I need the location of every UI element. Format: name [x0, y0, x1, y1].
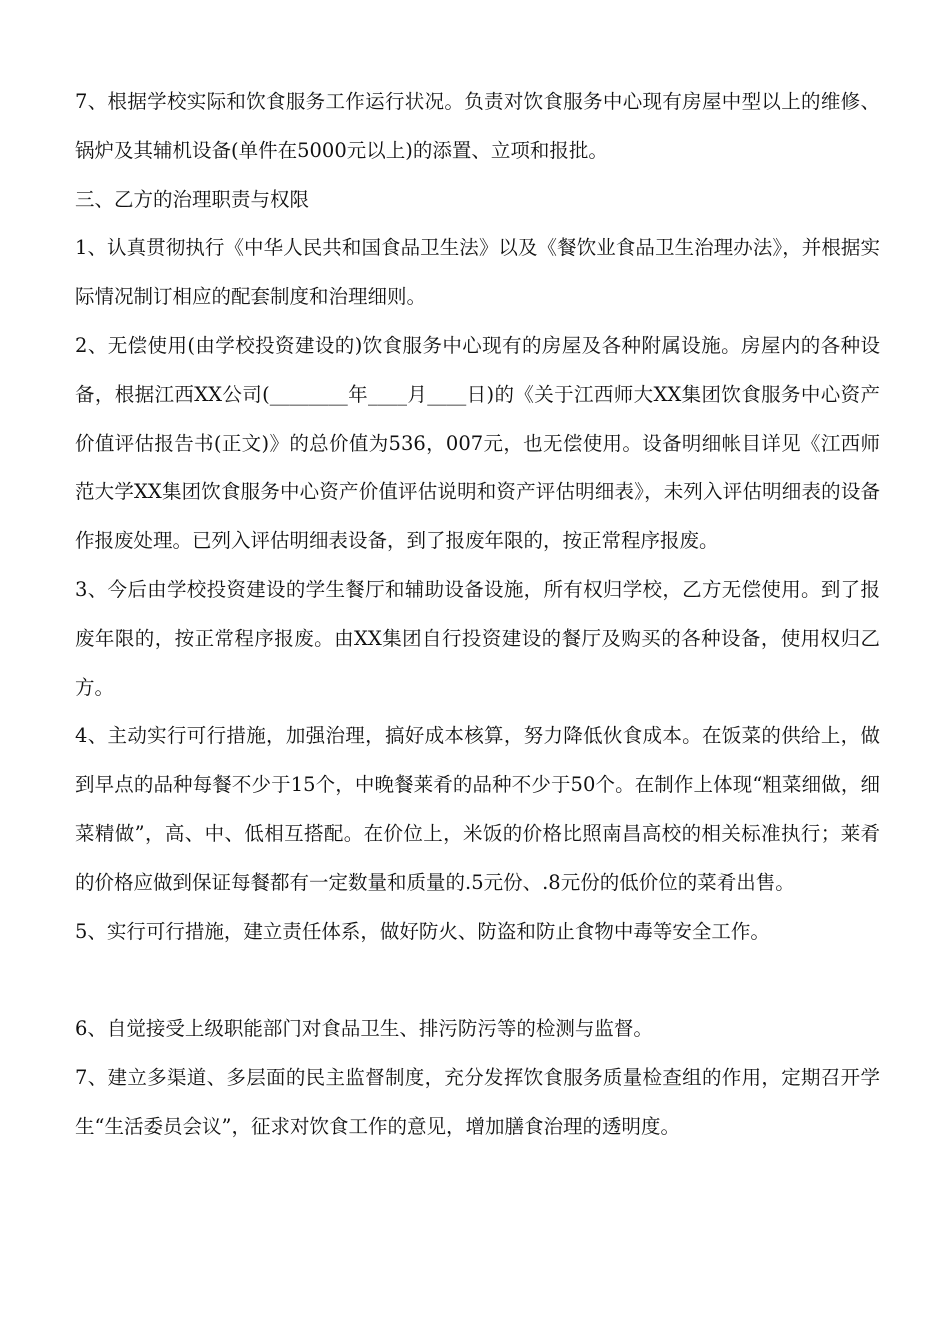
- paragraph-1-food-hygiene: 1、认真贯彻执行《中华人民共和国食品卫生法》以及《餐饮业食品卫生治理办法》，并根据实际情况制订相应的配套制度和治理细则。: [75, 236, 880, 309]
- paragraph-7-maintenance: 7、根据学校实际和饮食服务工作运行状况。负责对饮食服务中心现有房屋中型以上的维修、锅炉及其辅机设备(单件在5000元以上)的添置、立项和报批。: [75, 90, 880, 162]
- paragraph-3-new-facilities: 3、今后由学校投资建设的学生餐厅和辅助设备设施，所有权归学校，乙方无偿使用。到了报废年限的，按正常程序报废。由XX集团自行投资建设的餐厅及购买的各种设备，使用权归乙方。: [75, 577, 880, 699]
- paragraph-4-cost-control: 4、主动实行可行措施，加强治理，搞好成本核算，努力降低伙食成本。在饭菜的供给上，做到早点的品种每餐不少于15个，中晚餐莱肴的品种不少于50个。在制作上体现“粗菜细做，细菜精做”，高、中、低相互搭配。在价位上，米饭的价格比照南昌高校的相关标准执行；莱肴的价格应做到保证每餐都有一定数量和质量的.5元份、.8元份的低价位的菜肴出售。: [75, 724, 880, 894]
- paragraph-2-free-use: 2、无偿使用(由学校投资建设的)饮食服务中心现有的房屋及各种附属设施。房屋内的各种设备，根据江西XX公司(________年____月____日)的《关于江西师大XX集团饮食服务中心资产价值评估报告书(正文)》的总价值为536，007元，也无偿使用。设备明细帐目详见《江西师范大学XX集团饮食服务中心资产价值评估说明和资产评估明细表》，未列入评估明细表的设备作报废处理。已列入评估明细表设备，到了报废年限的，按正常程序报废。: [75, 333, 880, 553]
- paragraph-5-safety: 5、实行可行措施，建立责任体系，做好防火、防盗和防止食物中毒等安全工作。: [75, 919, 770, 943]
- paragraph-6-supervision: 6、自觉接受上级职能部门对食品卫生、排污防污等的检测与监督。: [75, 1017, 653, 1041]
- section-heading-3: 三、乙方的治理职责与权限: [75, 187, 310, 211]
- document-page: [75, 78, 880, 1152]
- paragraph-7-democratic-supervision: 7、建立多渠道、多层面的民主监督制度，充分发挥饮食服务质量检查组的作用，定期召开学生“生活委员会议”，征求对饮食工作的意见，增加膳食治理的透明度。: [75, 1065, 880, 1138]
- blank-line: [75, 956, 880, 1005]
